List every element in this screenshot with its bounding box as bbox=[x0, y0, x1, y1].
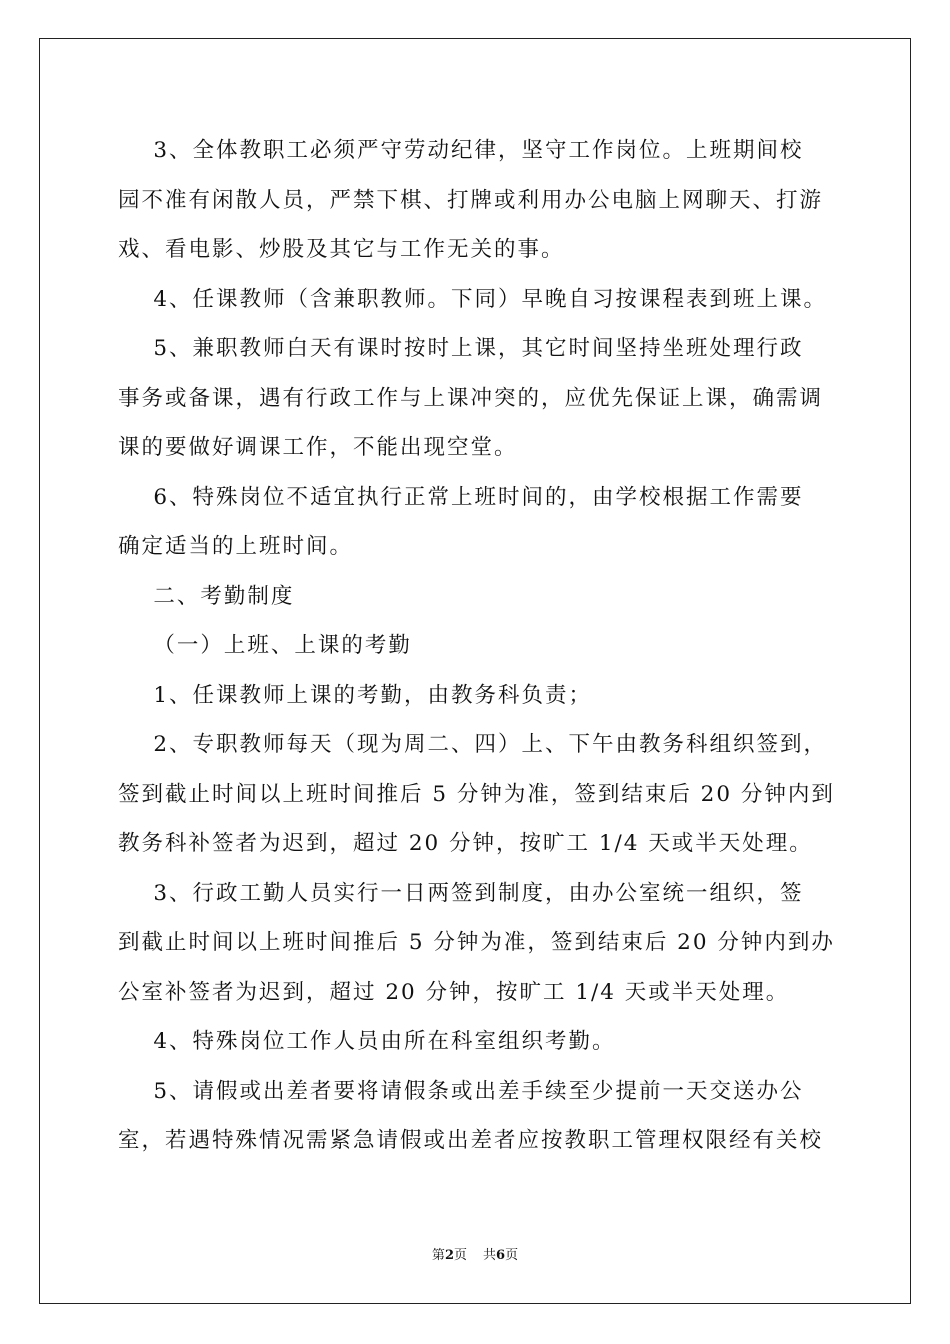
text-line: 4、特殊岗位工作人员由所在科室组织考勤。 bbox=[118, 1029, 616, 1054]
subsection-heading: （一）上班、上课的考勤 bbox=[118, 633, 412, 658]
text-line: 确定适当的上班时间。 bbox=[118, 534, 354, 559]
total-suffix: 页 bbox=[505, 1248, 519, 1263]
text-line: 事务或备课，遇有行政工作与上课冲突的，应优先保证上课，确需调 bbox=[118, 385, 824, 411]
text-line: 5、请假或出差者要将请假条或出差手续至少提前一天交送办公 bbox=[118, 1078, 804, 1104]
text-line: 戏、看电影、炒股及其它与工作无关的事。 bbox=[118, 237, 565, 262]
total-prefix: 共 bbox=[483, 1248, 497, 1263]
page-suffix: 页 bbox=[453, 1248, 467, 1263]
text-line: 签到截止时间以上班时间推后 5 分钟为准，签到结束后 20 分钟内到 bbox=[118, 781, 835, 807]
page-footer bbox=[0, 1244, 950, 1263]
text-line: 4、任课教师（含兼职教师。下同）早晚自习按课程表到班上课。 bbox=[118, 286, 828, 312]
page-number: 2 bbox=[444, 1248, 454, 1263]
text-line: 课的要做好调课工作，不能出现空堂。 bbox=[118, 435, 518, 460]
text-line: 到截止时间以上班时间推后 5 分钟为准，签到结束后 20 分钟内到办 bbox=[118, 930, 835, 955]
text-line: 公室补签者为迟到，超过 20 分钟，按旷工 1/4 天或半天处理。 bbox=[118, 979, 790, 1005]
text-line: 1、任课教师上课的考勤，由教务科负责； bbox=[118, 682, 593, 708]
text-line: 3、行政工勤人员实行一日两签到制度，由办公室统一组织，签 bbox=[118, 880, 804, 906]
section-heading: 二、考勤制度 bbox=[118, 583, 295, 609]
text-line: 室，若遇特殊情况需紧急请假或出差者应按教职工管理权限经有关校 bbox=[118, 1128, 824, 1153]
text-line: 2、专职教师每天（现为周二、四）上、下午由教务科组织签到， bbox=[118, 732, 828, 757]
text-line: 6、特殊岗位不适宜执行正常上班时间的，由学校根据工作需要 bbox=[118, 484, 804, 510]
total-pages: 6 bbox=[496, 1248, 506, 1263]
page-prefix: 第 bbox=[431, 1248, 445, 1263]
text-line: 教务科补签者为迟到，超过 20 分钟，按旷工 1/4 天或半天处理。 bbox=[118, 831, 813, 856]
text-line: 3、全体教职工必须严守劳动纪律，坚守工作岗位。上班期间校 bbox=[118, 138, 804, 163]
text-line: 5、兼职教师白天有课时按时上课，其它时间坚持坐班处理行政 bbox=[118, 336, 804, 361]
text-line: 园不准有闲散人员，严禁下棋、打牌或利用办公电脑上网聊天、打游 bbox=[118, 187, 824, 213]
